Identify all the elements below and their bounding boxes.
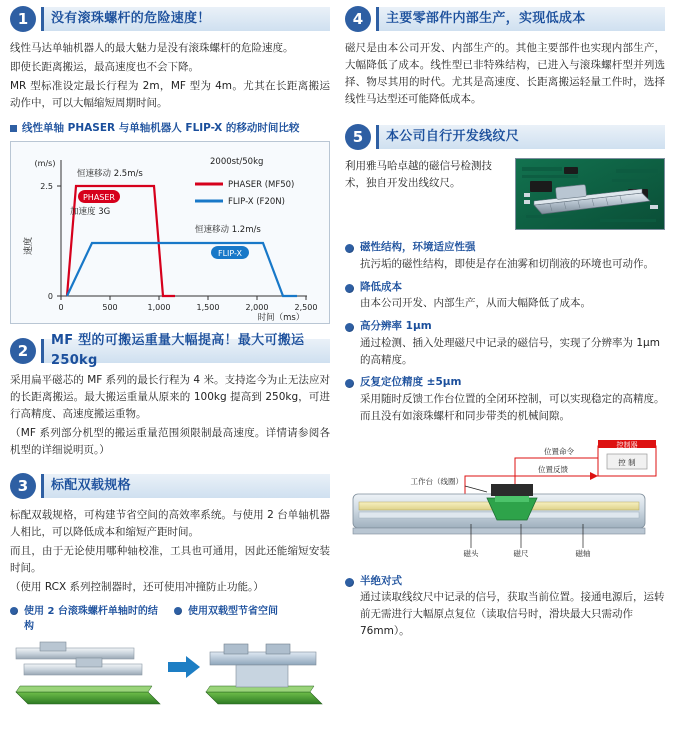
feature-item-resolution-title: 高分辨率 1μm	[360, 320, 432, 333]
dual-carriage-diagram	[10, 634, 328, 716]
section-4-body	[345, 40, 665, 108]
svg-text:2,500: 2,500	[294, 302, 318, 312]
section-1-heading	[10, 6, 330, 32]
feature-item-resolution	[345, 319, 665, 368]
section-2-heading	[10, 333, 330, 368]
section-2-para-1: 采用扁平磁芯的 MF 系列的最长行程为 4 米。支持迄今为止无法应对的长距离搬运。最大搬运重量从原来的 100kg 提高到 250kg，可进行高精度、高速度搬运重物。	[10, 373, 330, 420]
linear-scale-photo-svg	[516, 159, 665, 230]
svg-text:PHASER (MF50): PHASER (MF50)	[228, 179, 295, 190]
closed-loop-diagram-svg	[345, 432, 663, 560]
svg-text:FLIP-X: FLIP-X	[217, 248, 243, 258]
section-4-number: 4	[345, 6, 371, 32]
dot-bullet-icon	[174, 607, 182, 615]
section-3-para-3: （使用 RCX 系列控制器时，还可使用冲撞防止功能。）	[10, 580, 264, 593]
feature-item-magnetic-title: 磁性结构，环境适应性强	[360, 241, 476, 253]
section-1-body	[10, 40, 330, 112]
svg-text:2000st/50kg: 2000st/50kg	[210, 156, 264, 167]
feature-item-semi-absolute-body	[360, 574, 665, 640]
chart-caption-text: 线性单轴 PHASER 与单轴机器人 FLIP-X 的移动时间比较	[22, 122, 300, 134]
feature-item-cost-title: 降低成本	[360, 280, 402, 293]
svg-text:500: 500	[102, 302, 118, 312]
comparison-chart	[10, 141, 330, 324]
encoder-photo-row	[345, 158, 665, 230]
closed-loop-diagram	[345, 432, 665, 566]
svg-text:加速度 3G: 加速度 3G	[70, 206, 111, 217]
illustration-caption-left-text: 使用 2 台滚珠螺杆单轴时的结构	[24, 605, 158, 632]
feature-item-magnetic-body	[360, 240, 665, 273]
feature-item-cost-body	[360, 280, 665, 313]
right-column	[345, 6, 665, 647]
feature-item-repeatability-title: 反复定位精度 ±5μm	[360, 376, 462, 389]
section-3-body	[10, 507, 330, 596]
svg-text:控 制: 控 制	[618, 457, 636, 467]
section-1-para-2: 即使长距离搬运，最高速度也不会下降。	[10, 61, 199, 73]
dot-bullet-icon	[345, 379, 354, 388]
svg-text:1,000: 1,000	[147, 302, 171, 312]
section-4	[345, 6, 665, 108]
linear-scale-photo	[515, 158, 665, 230]
feature-item-resolution-text: 通过检测、插入处理磁尺中记录的磁信号，实现了分辨率为 1μm 的高精度。	[360, 336, 660, 366]
svg-text:1,500: 1,500	[196, 302, 220, 312]
svg-text:(m/s): (m/s)	[34, 158, 56, 168]
section-5-intro: 利用雅马哈卓越的磁信号检测技术，独自开发出线纹尺。	[345, 160, 492, 189]
svg-text:0: 0	[47, 291, 53, 301]
feature-item-cost-text: 由本公司开发、内部生产，从而大幅降低了成本。	[360, 297, 591, 310]
section-3-para-2: 而且，由于无论使用哪种轴校准，工具也可通用，因此还能缩短安装时间。	[10, 544, 330, 574]
section-3-illustration	[10, 604, 330, 722]
section-2-number: 2	[10, 338, 36, 364]
section-4-para-1: 磁尺是由本公司开发、内部生产的。其他主要部件也实现内部生产，大幅降低了成本。线性型已非特殊结构，已进入与滚珠螺杆型并列选择、物尽其用的时代。尤其是高速度、长距离搬运轻量工件时，选择线性马达型还可能降低成本。	[345, 42, 665, 105]
chart-svg	[15, 146, 325, 321]
feature-item-repeatability-body	[360, 375, 665, 424]
svg-text:2.5: 2.5	[40, 181, 53, 191]
svg-text:FLIP-X (F20N): FLIP-X (F20N)	[228, 196, 285, 207]
square-bullet-icon	[10, 125, 17, 132]
feature-item-magnetic-text: 抗污垢的磁性结构，即使是存在油雾和切削液的环境也可动作。	[360, 257, 654, 270]
dot-bullet-icon	[345, 284, 354, 293]
section-3-title: 标配双载规格	[41, 474, 330, 498]
feature-item-semi-absolute-text: 通过读取线纹尺中记录的信号，获取当前位置。接通电源后，运转前无需进行大幅原点复位（读取信号时，滑块最大只需动作76mm）。	[360, 591, 665, 637]
svg-text:时间（ms）: 时间（ms）	[257, 312, 305, 321]
svg-text:磁头: 磁头	[463, 548, 479, 558]
svg-text:恒速移动 1.2m/s: 恒速移动 1.2m/s	[195, 224, 261, 235]
chart-caption	[10, 121, 330, 137]
section-3-para-1: 标配双载规格，可构建节省空间的高效率系统。与使用 2 台单轴机器人相比，可以降低成本和缩短产距时间。	[10, 508, 330, 538]
section-1-title: 没有滚珠螺杆的危险速度！	[41, 7, 330, 31]
feature-item-repeatability	[345, 375, 665, 424]
svg-text:控制器: 控制器	[616, 440, 638, 449]
section-5-title: 本公司自行开发线纹尺	[376, 125, 665, 149]
section-2	[10, 333, 330, 459]
section-1-para-3: MR 型标准设定最长行程为 2m，MF 型为 4m。尤其在长距离搬运动作中，可以大幅缩短周期时间。	[10, 80, 330, 109]
section-1-number: 1	[10, 6, 36, 32]
svg-text:位置命令: 位置命令	[544, 446, 574, 456]
illustration-caption-right-text: 使用双载型节省空间	[188, 605, 278, 617]
section-2-para-2: （MF 系列部分机型的搬运重量范围须限制最高速度。详情请参阅各机型的详细说明页。）	[10, 426, 330, 456]
svg-text:工作台（线圈）: 工作台（线圈）	[410, 476, 463, 486]
svg-text:磁尺: 磁尺	[513, 548, 529, 558]
feature-item-semi-absolute	[345, 574, 665, 640]
section-3-heading	[10, 473, 330, 499]
dot-bullet-icon	[345, 578, 354, 587]
section-1-para-1: 线性马达单轴机器人的最大魅力是没有滚珠螺杆的危险速度。	[10, 42, 294, 54]
section-5-heading	[345, 124, 665, 150]
left-column	[10, 6, 330, 722]
illustration-caption-right	[174, 604, 330, 634]
illustration-captions	[10, 604, 330, 634]
section-3-number: 3	[10, 473, 36, 499]
dot-bullet-icon	[345, 244, 354, 253]
feature-item-magnetic	[345, 240, 665, 273]
section-5	[345, 124, 665, 640]
section-5-number: 5	[345, 124, 371, 150]
section-4-heading	[345, 6, 665, 32]
section-2-body	[10, 372, 330, 459]
svg-text:速度: 速度	[24, 236, 34, 255]
section-3	[10, 473, 330, 722]
dot-bullet-icon	[345, 323, 354, 332]
svg-text:磁轴: 磁轴	[575, 548, 591, 558]
svg-text:0: 0	[58, 302, 64, 312]
svg-text:2,000: 2,000	[245, 302, 269, 312]
feature-item-cost	[345, 280, 665, 313]
illustration-caption-left	[10, 604, 166, 634]
svg-text:恒速移动 2.5m/s: 恒速移动 2.5m/s	[77, 168, 143, 179]
feature-item-semi-absolute-title: 半绝对式	[360, 574, 402, 587]
section-4-title: 主要零部件内部生产，实现低成本	[376, 7, 665, 31]
feature-item-resolution-body	[360, 319, 665, 368]
section-1	[10, 6, 330, 324]
svg-text:PHASER: PHASER	[82, 192, 116, 202]
dot-bullet-icon	[10, 607, 18, 615]
section-2-title: MF 型的可搬运重量大幅提高！最大可搬运 250kg	[41, 339, 330, 363]
feature-item-repeatability-text: 采用随时反馈工作台位置的全闭环控制，可以实现稳定的高精度。而且没有如滚珠螺杆和同步带类的机械间隙。	[360, 393, 665, 422]
svg-text:位置反馈: 位置反馈	[538, 464, 568, 474]
